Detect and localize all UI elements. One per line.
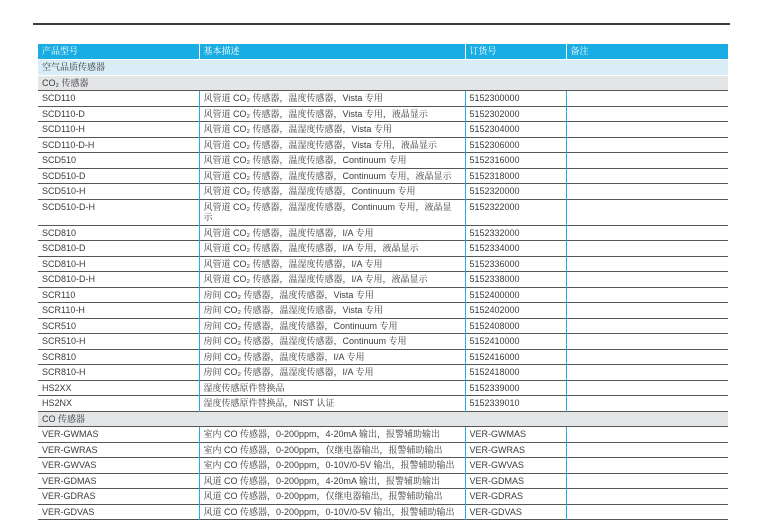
remark-cell bbox=[566, 303, 728, 319]
table-row bbox=[38, 458, 728, 474]
model-cell: SCD510-H bbox=[38, 184, 199, 200]
description-cell: 室内 CO 传感器，0-200ppm，0-10V/0-5V 输出，报警辅助输出 bbox=[199, 458, 465, 474]
section-label: 空气品质传感器 bbox=[38, 60, 728, 76]
description-cell: 室内 CO 传感器，0-200ppm，仅继电器输出，报警辅助输出 bbox=[199, 442, 465, 458]
description-cell: 房间 CO₂ 传感器，温度传感器，Vista 专用 bbox=[199, 287, 465, 303]
remark-cell bbox=[566, 427, 728, 443]
model-cell: VER-GWVAS bbox=[38, 458, 199, 474]
remark-cell bbox=[566, 153, 728, 169]
section-label: CO₂ 传感器 bbox=[38, 75, 728, 91]
order-number-cell: 5152408000 bbox=[465, 318, 566, 334]
model-cell: VER-GDMAS bbox=[38, 473, 199, 489]
table-row bbox=[38, 91, 728, 107]
section-label: CO 传感器 bbox=[38, 411, 728, 427]
table-row bbox=[38, 153, 728, 169]
table-row bbox=[38, 334, 728, 350]
table-row bbox=[38, 380, 728, 396]
remark-cell bbox=[566, 318, 728, 334]
section-row bbox=[38, 75, 728, 91]
order-number-cell: 5152300000 bbox=[465, 91, 566, 107]
model-cell: SCD810-H bbox=[38, 256, 199, 272]
remark-cell bbox=[566, 184, 728, 200]
col-header-product-model: 产品型号 bbox=[38, 44, 199, 60]
table-header-row bbox=[38, 44, 728, 60]
description-cell: 风道 CO 传感器，0-200ppm，0-10V/0-5V 输出，报警辅助输出 bbox=[199, 504, 465, 520]
description-cell: 风管道 CO₂ 传感器，温度传感器，Continuum 专用，液晶显示 bbox=[199, 168, 465, 184]
order-number-cell: 5152332000 bbox=[465, 225, 566, 241]
table-row bbox=[38, 241, 728, 257]
model-cell: SCR810 bbox=[38, 349, 199, 365]
table-row bbox=[38, 272, 728, 288]
table-row bbox=[38, 106, 728, 122]
order-number-cell: 5152318000 bbox=[465, 168, 566, 184]
model-cell: SCD510-D bbox=[38, 168, 199, 184]
col-header-description: 基本描述 bbox=[199, 44, 465, 60]
order-number-cell: 5152334000 bbox=[465, 241, 566, 257]
order-number-cell: 5152400000 bbox=[465, 287, 566, 303]
description-cell: 房间 CO₂ 传感器，温度传感器，I/A 专用 bbox=[199, 349, 465, 365]
remark-cell bbox=[566, 504, 728, 520]
order-number-cell: 5152339010 bbox=[465, 396, 566, 412]
description-cell: 风管道 CO₂ 传感器，温度传感器，I/A 专用，液晶显示 bbox=[199, 241, 465, 257]
description-cell: 风管道 CO₂ 传感器，温度传感器，Vista 专用 bbox=[199, 91, 465, 107]
model-cell: SCR810-H bbox=[38, 365, 199, 381]
description-cell: 风管道 CO₂ 传感器，温湿度传感器，Continuum 专用，液晶显示 bbox=[199, 199, 465, 225]
remark-cell bbox=[566, 380, 728, 396]
model-cell: SCD510 bbox=[38, 153, 199, 169]
order-number-cell: 5152402000 bbox=[465, 303, 566, 319]
description-cell: 房间 CO₂ 传感器，温湿度传感器，I/A 专用 bbox=[199, 365, 465, 381]
order-number-cell: 5152302000 bbox=[465, 106, 566, 122]
description-cell: 风道 CO 传感器，0-200ppm，4-20mA 输出，报警辅助输出 bbox=[199, 473, 465, 489]
model-cell: SCD110-D bbox=[38, 106, 199, 122]
remark-cell bbox=[566, 365, 728, 381]
remark-cell bbox=[566, 489, 728, 505]
remark-cell bbox=[566, 168, 728, 184]
remark-cell bbox=[566, 272, 728, 288]
order-number-cell: 5152410000 bbox=[465, 334, 566, 350]
model-cell: SCD510-D-H bbox=[38, 199, 199, 225]
order-number-cell: 5152316000 bbox=[465, 153, 566, 169]
model-cell: VER-GWRAS bbox=[38, 442, 199, 458]
order-number-cell: 5152304000 bbox=[465, 122, 566, 138]
order-number-cell: 5152320000 bbox=[465, 184, 566, 200]
order-number-cell: VER-GWRAS bbox=[465, 442, 566, 458]
description-cell: 风管道 CO₂ 传感器，温湿度传感器，Vista 专用 bbox=[199, 122, 465, 138]
order-number-cell: VER-GDVAS bbox=[465, 504, 566, 520]
order-number-cell: 5152322000 bbox=[465, 199, 566, 225]
remark-cell bbox=[566, 473, 728, 489]
order-number-cell: VER-GWVAS bbox=[465, 458, 566, 474]
table-row bbox=[38, 225, 728, 241]
order-number-cell: 5152339000 bbox=[465, 380, 566, 396]
page-top-rule bbox=[33, 23, 730, 25]
section-row bbox=[38, 60, 728, 76]
model-cell: SCR510 bbox=[38, 318, 199, 334]
description-cell: 房间 CO₂ 传感器，温湿度传感器，Vista 专用 bbox=[199, 303, 465, 319]
remark-cell bbox=[566, 122, 728, 138]
description-cell: 风道 CO 传感器，0-200ppm，仅继电器输出，报警辅助输出 bbox=[199, 489, 465, 505]
order-number-cell: 5152418000 bbox=[465, 365, 566, 381]
description-cell: 风管道 CO₂ 传感器，温度传感器，Vista 专用，液晶显示 bbox=[199, 106, 465, 122]
table-row bbox=[38, 504, 728, 520]
table-row bbox=[38, 489, 728, 505]
model-cell: SCR110-H bbox=[38, 303, 199, 319]
remark-cell bbox=[566, 241, 728, 257]
table-row bbox=[38, 442, 728, 458]
model-cell: SCD110-H bbox=[38, 122, 199, 138]
description-cell: 房间 CO₂ 传感器，温湿度传感器，Continuum 专用 bbox=[199, 334, 465, 350]
remark-cell bbox=[566, 199, 728, 225]
model-cell: VER-GDVAS bbox=[38, 504, 199, 520]
remark-cell bbox=[566, 396, 728, 412]
table-row bbox=[38, 137, 728, 153]
table-row bbox=[38, 349, 728, 365]
table-row bbox=[38, 473, 728, 489]
remark-cell bbox=[566, 91, 728, 107]
model-cell: VER-GWMAS bbox=[38, 427, 199, 443]
table-row bbox=[38, 318, 728, 334]
description-cell: 风管道 CO₂ 传感器，温度传感器，Continuum 专用 bbox=[199, 153, 465, 169]
col-header-remark: 备注 bbox=[566, 44, 728, 60]
description-cell: 风管道 CO₂ 传感器，温湿度传感器，Vista 专用，液晶显示 bbox=[199, 137, 465, 153]
model-cell: HS2NX bbox=[38, 396, 199, 412]
table-row bbox=[38, 303, 728, 319]
order-number-cell: 5152416000 bbox=[465, 349, 566, 365]
remark-cell bbox=[566, 106, 728, 122]
model-cell: VER-GDRAS bbox=[38, 489, 199, 505]
remark-cell bbox=[566, 442, 728, 458]
description-cell: 湿度传感原件替换品 bbox=[199, 380, 465, 396]
description-cell: 风管道 CO₂ 传感器，温湿度传感器，Continuum 专用 bbox=[199, 184, 465, 200]
product-table bbox=[38, 44, 728, 520]
table-row bbox=[38, 396, 728, 412]
remark-cell bbox=[566, 225, 728, 241]
order-number-cell: VER-GDRAS bbox=[465, 489, 566, 505]
model-cell: SCD110 bbox=[38, 91, 199, 107]
description-cell: 湿度传感原件替换品，NIST 认证 bbox=[199, 396, 465, 412]
remark-cell bbox=[566, 458, 728, 474]
order-number-cell: 5152306000 bbox=[465, 137, 566, 153]
description-cell: 风管道 CO₂ 传感器，温度传感器，I/A 专用 bbox=[199, 225, 465, 241]
model-cell: SCR510-H bbox=[38, 334, 199, 350]
remark-cell bbox=[566, 349, 728, 365]
model-cell: SCD810-D-H bbox=[38, 272, 199, 288]
order-number-cell: 5152338000 bbox=[465, 272, 566, 288]
order-number-cell: VER-GWMAS bbox=[465, 427, 566, 443]
order-number-cell: 5152336000 bbox=[465, 256, 566, 272]
model-cell: HS2XX bbox=[38, 380, 199, 396]
table-row bbox=[38, 122, 728, 138]
col-header-order-number: 订货号 bbox=[465, 44, 566, 60]
table-row bbox=[38, 287, 728, 303]
description-cell: 风管道 CO₂ 传感器，温湿度传感器，I/A 专用，液晶显示 bbox=[199, 272, 465, 288]
remark-cell bbox=[566, 137, 728, 153]
table-row bbox=[38, 199, 728, 225]
order-number-cell: VER-GDMAS bbox=[465, 473, 566, 489]
table-row bbox=[38, 427, 728, 443]
table-row bbox=[38, 184, 728, 200]
model-cell: SCD110-D-H bbox=[38, 137, 199, 153]
model-cell: SCD810-D bbox=[38, 241, 199, 257]
description-cell: 风管道 CO₂ 传感器，温湿度传感器，I/A 专用 bbox=[199, 256, 465, 272]
model-cell: SCD810 bbox=[38, 225, 199, 241]
section-row bbox=[38, 411, 728, 427]
remark-cell bbox=[566, 287, 728, 303]
model-cell: SCR110 bbox=[38, 287, 199, 303]
description-cell: 室内 CO 传感器，0-200ppm，4-20mA 输出，报警辅助输出 bbox=[199, 427, 465, 443]
remark-cell bbox=[566, 256, 728, 272]
table-row bbox=[38, 256, 728, 272]
table-row bbox=[38, 168, 728, 184]
remark-cell bbox=[566, 334, 728, 350]
description-cell: 房间 CO₂ 传感器，温度传感器，Continuum 专用 bbox=[199, 318, 465, 334]
table-row bbox=[38, 365, 728, 381]
